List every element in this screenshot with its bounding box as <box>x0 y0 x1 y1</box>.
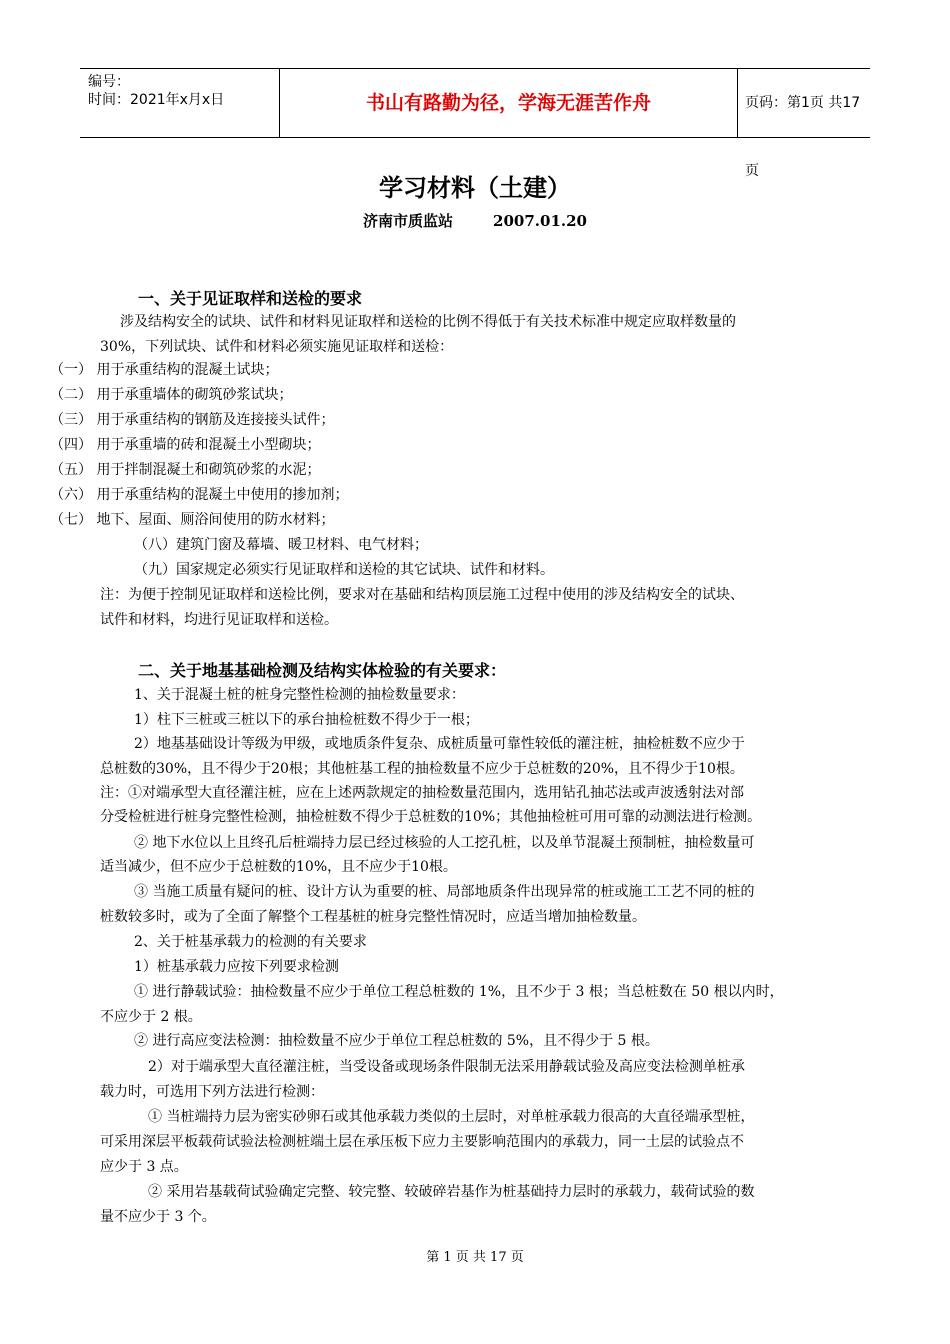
list-item: （九）国家规定必须实行见证取样和送检的其它试块、试件和材料。 <box>134 562 554 578</box>
list-item: （六） 用于承重结构的混凝土中使用的掺加剂； <box>50 487 349 503</box>
paragraph-line: ① 当桩端持力层为密实砂卵石或其他承载力类似的土层时，对单桩承载力很高的大直径端承型桩， <box>148 1109 755 1125</box>
note-line: 注：①对端承型大直径灌注桩，应在上述两款规定的抽检数量范围内，选用钻孔抽芯法或声波透射法对部 <box>100 785 744 801</box>
section-heading-2: 二、关于地基基础检测及结构实体检验的有关要求： <box>138 661 507 680</box>
issuer: 济南市质监站 <box>363 212 454 230</box>
paragraph-line: 可采用深层平板载荷试验法检测桩端土层在承压板下应力主要影响范围内的承载力，同一土层的试验点不 <box>100 1134 744 1150</box>
paragraph-line: 1、关于混凝土桩的桩身完整性检测的抽检数量要求： <box>134 687 465 703</box>
header-motto: 书山有路勤为径，学海无涯苦作舟 <box>280 69 738 137</box>
paragraph-line: 30%，下列试块、试件和材料必须实施见证取样和送检： <box>100 339 454 355</box>
note-line: ③ 当施工质量有疑问的桩、设计方认为重要的桩、局部地质条件出现异常的桩或施工工艺不同的桩的 <box>134 884 755 900</box>
paragraph-line: 1）桩基承载力应按下列要求检测 <box>134 959 339 975</box>
paragraph-line: 量不应少于 3 个。 <box>100 1209 216 1225</box>
header-page-info: 页码：第1页 共17页 <box>745 95 861 179</box>
paragraph-line: 2）地基基础设计等级为甲级，或地质条件复杂、成桩质量可靠性较低的灌注桩，抽检桩数不应少于 <box>134 736 745 752</box>
paragraph-line: 1）柱下三桩或三桩以下的承台抽检桩数不得少于一根； <box>134 712 479 728</box>
list-item: （七） 地下、屋面、厕浴间使用的防水材料； <box>50 512 335 528</box>
note-line: 桩数较多时，或为了全面了解整个工程基桩的桩身完整性情况时，应适当增加抽检数量。 <box>100 909 646 925</box>
paragraph-line: 载力时，可选用下列方法进行检测： <box>100 1084 324 1100</box>
header-table <box>80 68 870 179</box>
list-item: （八）建筑门窗及幕墙、暖卫材料、电气材料； <box>134 537 428 553</box>
header-meta-cell <box>80 69 280 137</box>
list-item: （五） 用于拌制混凝土和砌筑砂浆的水泥； <box>50 462 321 478</box>
list-item: （一） 用于承重结构的混凝土试块； <box>50 362 279 378</box>
paragraph-line: 不应少于 2 根。 <box>100 1009 202 1025</box>
note-line: 注：为便于控制见证取样和送检比例，要求对在基础和结构顶层施工过程中使用的涉及结构安全的试块、 <box>100 587 744 603</box>
time-label: 时间：2021年x月x日 <box>88 92 225 108</box>
note-line: 适当减少，但不应少于总桩数的10%，且不应少于10根。 <box>100 859 457 875</box>
list-item: （四） 用于承重墙的砖和混凝土小型砌块； <box>50 437 321 453</box>
paragraph-line: 2、关于桩基承载力的检测的有关要求 <box>134 934 367 950</box>
note-line: 试件和材料，均进行见证取样和送检。 <box>100 612 338 628</box>
list-item: （三） 用于承重结构的钢筋及连接接头试件； <box>50 412 335 428</box>
issue-date: 2007.01.20 <box>493 212 587 230</box>
note-line: ② 地下水位以上且终孔后桩端持力层已经过核验的人工挖孔桩，以及单节混凝土预制桩，抽检数量可 <box>134 835 755 851</box>
number-label: 编号： <box>88 74 130 90</box>
note-line: 分受检桩进行桩身完整性检测，抽检桩数不得少于总桩数的10%；其他抽检桩可用可靠的动测法进行检测。 <box>100 809 762 825</box>
paragraph-line: 应少于 3 点。 <box>100 1159 188 1175</box>
paragraph-line: ② 进行高应变法检测：抽检数量不应少于单位工程总桩数的 5%，且不得少于 5 根。 <box>134 1033 659 1049</box>
section-heading-1: 一、关于见证取样和送检的要求 <box>138 289 363 308</box>
paragraph-line: 涉及结构安全的试块、试件和材料见证取样和送检的比例不得低于有关技术标准中规定应取样数量的 <box>120 314 736 330</box>
document-subtitle <box>0 210 950 231</box>
paragraph-line: 2）对于端承型大直径灌注桩，当受设备或现场条件限制无法采用静载试验及高应变法检测单桩承 <box>148 1059 745 1075</box>
page-footer: 第 1 页 共 17 页 <box>426 1250 524 1265</box>
document-title: 学习材料（土建） <box>379 174 571 202</box>
paragraph-line: ① 进行静载试验：抽检数量不应少于单位工程总桩数的 1%，且不少于 3 根；当总桩数在 50 根以内时， <box>134 984 784 1000</box>
list-item: （二） 用于承重墙体的砌筑砂浆试块； <box>50 387 293 403</box>
paragraph-line: 总桩数的30%，且不得少于20根；其他桩基工程的抽检数量不应少于总桩数的20%，且不得少于10根。 <box>100 761 744 777</box>
paragraph-line: ② 采用岩基载荷试验确定完整、较完整、较破碎岩基作为桩基础持力层时的承载力，载荷试验的数 <box>148 1184 755 1200</box>
